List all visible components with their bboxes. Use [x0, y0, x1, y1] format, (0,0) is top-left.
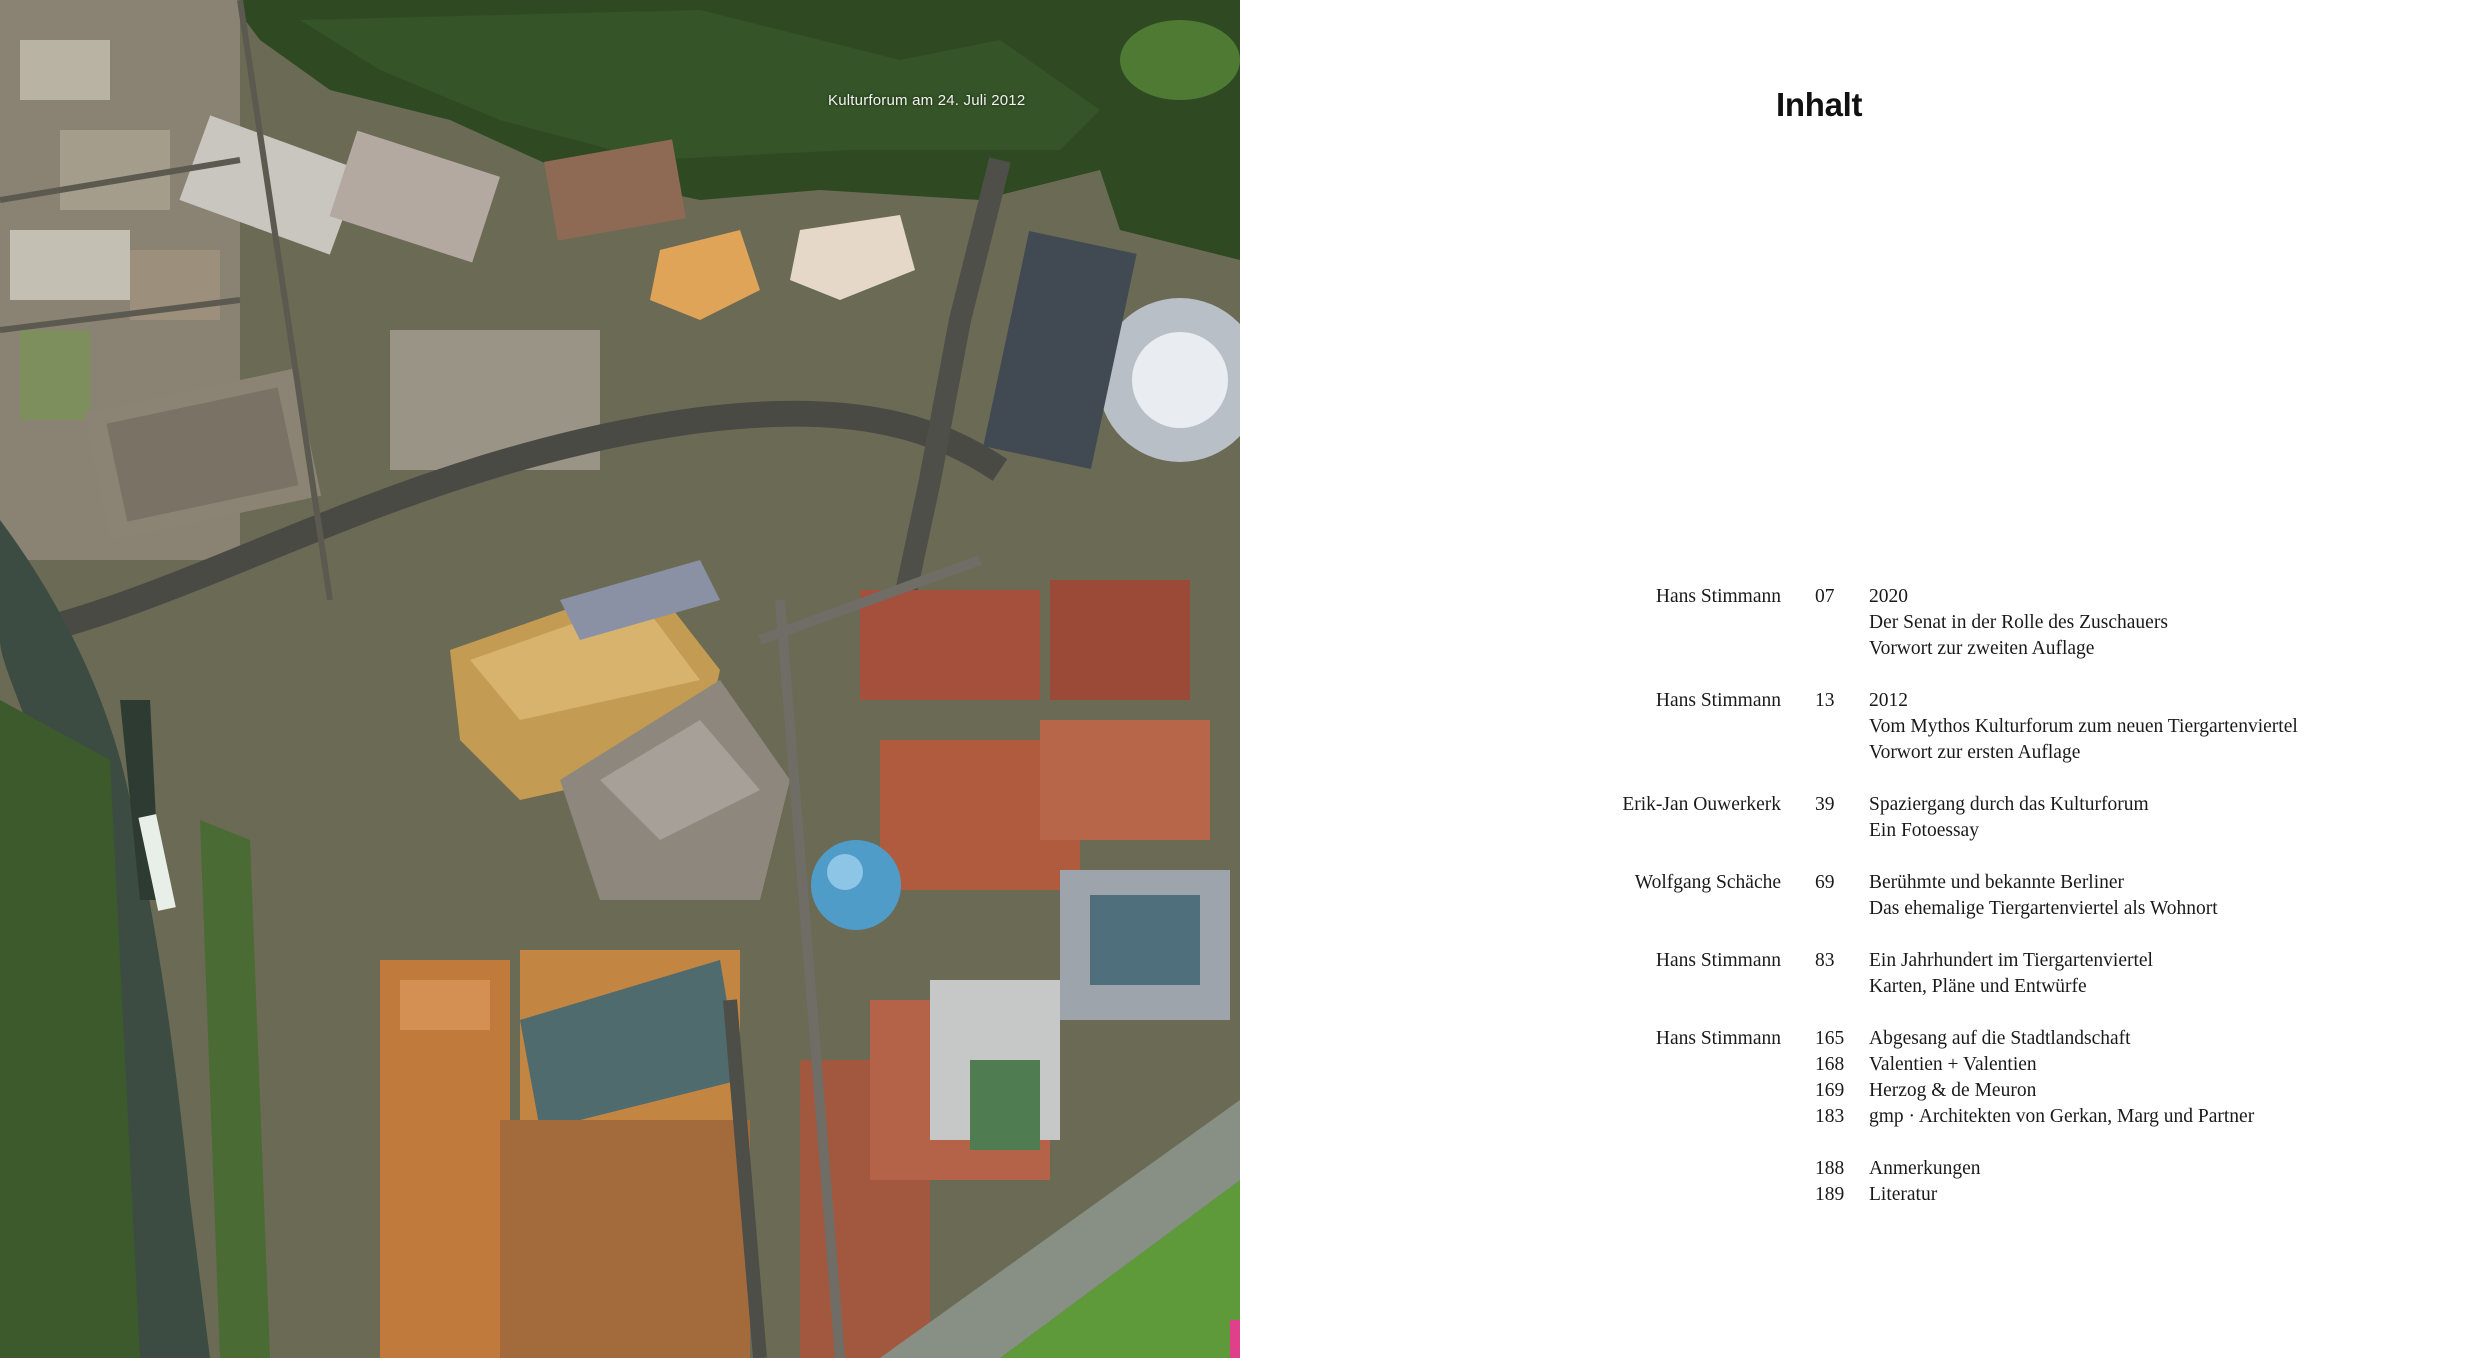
toc-line[interactable] — [1815, 584, 2168, 610]
toc-line-text: Ein Fotoessay — [1869, 820, 1979, 841]
toc-entry — [1440, 1156, 2450, 1208]
toc-page-number: 07 — [1815, 586, 1835, 607]
toc-entry-body — [1815, 688, 2298, 766]
toc-line[interactable] — [1815, 1182, 1981, 1208]
toc-line[interactable] — [1815, 1104, 2254, 1130]
toc-line-text: Berühmte und bekannte Berliner — [1869, 872, 2125, 893]
toc-author: Hans Stimmann — [1655, 690, 1781, 711]
toc-entry-body — [1815, 584, 2168, 662]
page-title: Inhalt — [1776, 86, 1863, 123]
toc-author: Erik-Jan Ouwerkerk — [1622, 794, 1781, 815]
toc-line-text: 2020 — [1869, 586, 1908, 607]
toc-page-number: 183 — [1815, 1106, 1845, 1127]
toc-author: Wolfgang Schäche — [1634, 872, 1781, 893]
toc-line[interactable] — [1815, 818, 2149, 844]
toc-line[interactable] — [1815, 896, 2218, 922]
toc-entry-body — [1815, 1156, 1981, 1208]
toc-page-number: 188 — [1815, 1158, 1845, 1179]
toc-author: Hans Stimmann — [1655, 950, 1781, 971]
toc-page-number: 168 — [1815, 1054, 1845, 1075]
toc-line[interactable] — [1815, 870, 2218, 896]
toc-line[interactable] — [1815, 792, 2149, 818]
toc-line-text: 2012 — [1869, 690, 1908, 711]
toc-line[interactable] — [1815, 1052, 2254, 1078]
toc-line-text: Anmerkungen — [1869, 1158, 1981, 1179]
toc-line[interactable] — [1815, 636, 2168, 662]
toc-page-number: 39 — [1815, 794, 1835, 815]
toc-line-text: Karten, Pläne und Entwürfe — [1869, 976, 2087, 997]
toc-line-text: Das ehemalige Tiergartenviertel als Wohnort — [1869, 898, 2218, 919]
toc-line-text: Vorwort zur ersten Auflage — [1869, 742, 2081, 763]
toc-line[interactable] — [1815, 1156, 1981, 1182]
toc-line-text: gmp · Architekten von Gerkan, Marg und Partner — [1869, 1106, 2255, 1127]
toc-list — [1440, 584, 2450, 1234]
toc-line[interactable] — [1815, 974, 2153, 1000]
table-of-contents-page — [1240, 0, 2480, 1358]
toc-page-number — [1815, 740, 1869, 766]
toc-entry-body — [1815, 870, 2218, 922]
toc-page-number: 13 — [1815, 690, 1835, 711]
toc-entry — [1440, 1026, 2450, 1130]
toc-page-number — [1815, 714, 1869, 740]
toc-entry — [1440, 688, 2450, 766]
toc-author — [1440, 1156, 1781, 1208]
toc-entry-body — [1815, 1026, 2254, 1130]
toc-author: Hans Stimmann — [1655, 586, 1781, 607]
photo-caption: Kulturforum am 24. Juli 2012 — [828, 92, 1026, 109]
toc-line-text: Ein Jahrhundert im Tiergartenviertel — [1869, 950, 2153, 971]
toc-entry-body — [1815, 792, 2149, 844]
toc-line-text: Abgesang auf die Stadtlandschaft — [1869, 1028, 2131, 1049]
toc-line-text: Der Senat in der Rolle des Zuschauers — [1869, 612, 2168, 633]
toc-page-number: 189 — [1815, 1184, 1845, 1205]
toc-page-number: 165 — [1815, 1028, 1845, 1049]
toc-author: Hans Stimmann — [1655, 1028, 1781, 1049]
toc-entry-body — [1815, 948, 2153, 1000]
toc-line-text: Literatur — [1869, 1184, 1938, 1205]
toc-line[interactable] — [1815, 1078, 2254, 1104]
toc-page-number — [1815, 610, 1869, 636]
toc-entry — [1440, 584, 2450, 662]
toc-page-number — [1815, 896, 1869, 922]
toc-line[interactable] — [1815, 740, 2298, 766]
toc-line[interactable] — [1815, 1026, 2254, 1052]
toc-line[interactable] — [1815, 688, 2298, 714]
toc-page-number: 69 — [1815, 872, 1835, 893]
toc-entry — [1440, 792, 2450, 844]
toc-entry — [1440, 948, 2450, 1000]
toc-line[interactable] — [1815, 714, 2298, 740]
toc-line[interactable] — [1815, 948, 2153, 974]
toc-entry — [1440, 870, 2450, 922]
toc-line-text: Vom Mythos Kulturforum zum neuen Tiergartenviertel — [1869, 716, 2298, 737]
toc-line-text: Valentien + Valentien — [1869, 1054, 2037, 1075]
toc-page-number — [1815, 974, 1869, 1000]
toc-page-number: 169 — [1815, 1080, 1845, 1101]
toc-page-number: 83 — [1815, 950, 1835, 971]
toc-line-text: Spaziergang durch das Kulturforum — [1869, 794, 2149, 815]
toc-line-text: Herzog & de Meuron — [1869, 1080, 2037, 1101]
toc-page-number — [1815, 818, 1869, 844]
toc-line-text: Vorwort zur zweiten Auflage — [1869, 638, 2095, 659]
toc-line[interactable] — [1815, 610, 2168, 636]
toc-page-number — [1815, 636, 1869, 662]
